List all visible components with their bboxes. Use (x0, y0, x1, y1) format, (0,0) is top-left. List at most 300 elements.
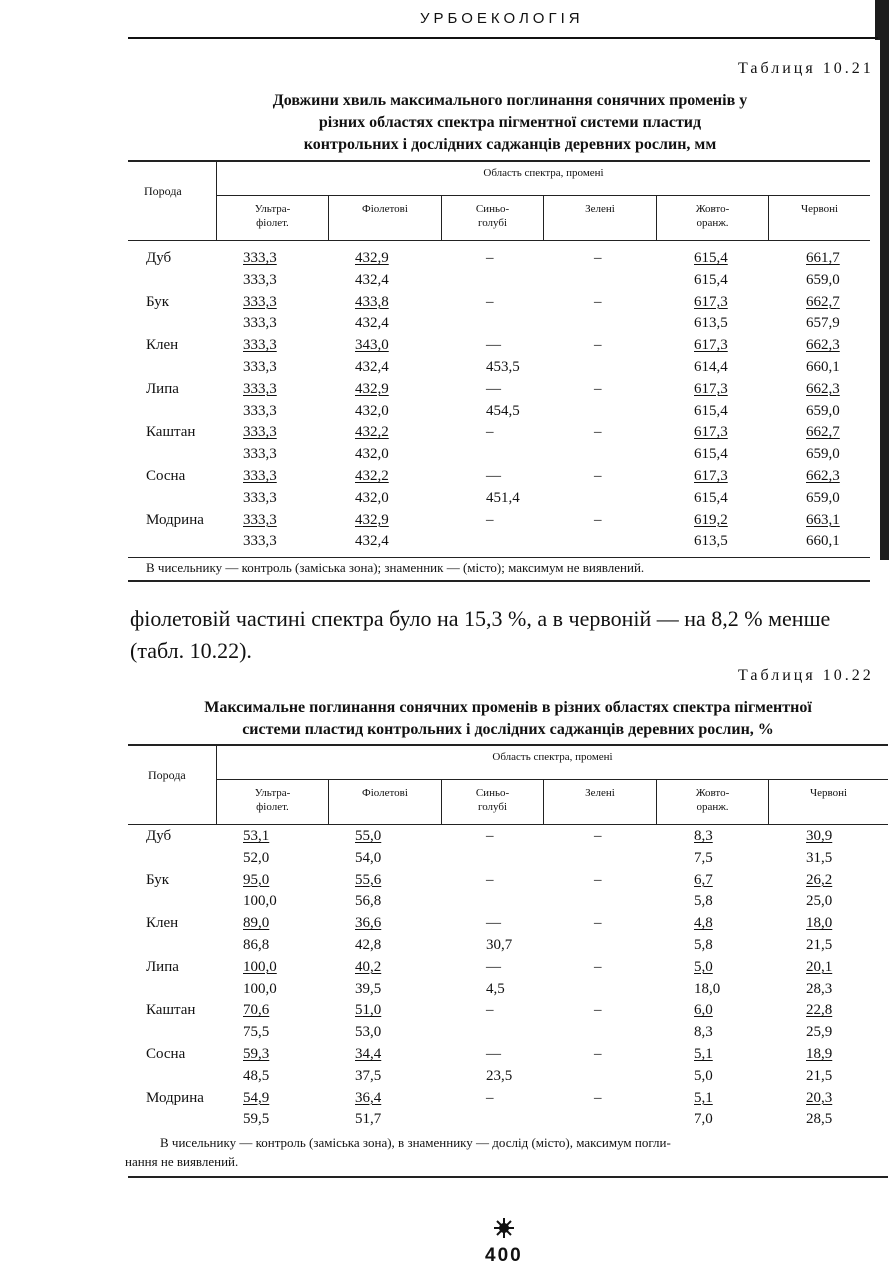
table-cell (243, 828, 355, 850)
denominator-value: 100,0 (243, 893, 277, 910)
table-cell (576, 828, 694, 850)
denominator-value: 59,5 (243, 1111, 270, 1128)
column-header (441, 780, 543, 824)
numerator-value: 432,9 (355, 511, 389, 528)
table-cell (694, 915, 806, 937)
table-cell (694, 359, 806, 381)
denominator-value: 613,5 (694, 315, 728, 332)
table-row (146, 1068, 886, 1090)
table-cell (243, 1024, 355, 1046)
table-row (146, 937, 886, 959)
denominator-value: 86,8 (243, 936, 270, 953)
numerator-value: 662,3 (806, 380, 840, 397)
numerator-value: 662,7 (806, 424, 840, 441)
numerator-value: – (594, 250, 602, 266)
denominator-value: 5,8 (694, 936, 713, 953)
table1-title (160, 90, 860, 156)
numerator-value: – (594, 1002, 602, 1019)
table2-footnote-line: нання не виявлений. (125, 1154, 239, 1169)
table-cell (468, 1111, 576, 1133)
table-cell (243, 272, 355, 294)
table-cell (243, 381, 355, 403)
numerator-value: 95,0 (243, 871, 270, 888)
table-row (146, 533, 886, 555)
denominator-value: 432,0 (355, 489, 389, 506)
numerator-value: 617,3 (694, 380, 728, 397)
table-cell (576, 315, 694, 337)
table-cell (468, 1046, 576, 1068)
numerator-value: 333,3 (243, 337, 277, 354)
table-cell (355, 893, 468, 915)
numerator-value: – (594, 380, 602, 397)
table-row (146, 250, 886, 272)
numerator-value: — (486, 1045, 501, 1062)
table1-end-rule (128, 580, 870, 582)
table1-header (128, 160, 870, 241)
table-row (146, 1002, 886, 1024)
table-cell (355, 294, 468, 316)
numerator-value: 662,3 (806, 467, 840, 484)
denominator-value: 613,5 (694, 533, 728, 550)
numerator-value: 6,7 (694, 871, 713, 888)
species-name (146, 1068, 243, 1090)
denominator-value: 454,5 (486, 402, 520, 419)
table-cell (243, 959, 355, 981)
table-cell (355, 446, 468, 468)
table-cell (468, 381, 576, 403)
table-cell (806, 1068, 886, 1090)
table-cell (355, 533, 468, 555)
table-cell (806, 424, 886, 446)
numerator-value: 432,2 (355, 467, 389, 484)
table-cell (243, 1046, 355, 1068)
table-cell (576, 272, 694, 294)
numerator-value: 6,0 (694, 1002, 713, 1019)
table-cell (243, 468, 355, 490)
table-cell (694, 1090, 806, 1112)
column-header-line: Червоні (800, 203, 839, 215)
table2-title-line: системи пластид контрольних і дослідних саджанців деревних рослин, % (242, 721, 774, 738)
numerator-value: — (486, 337, 501, 354)
denominator-value: 18,0 (694, 980, 721, 997)
numerator-value: — (486, 958, 501, 975)
numerator-value: – (594, 337, 602, 354)
table-cell (243, 446, 355, 468)
table-cell (694, 403, 806, 425)
table-cell (576, 294, 694, 316)
table-cell (468, 1068, 576, 1090)
table-row (146, 468, 886, 490)
denominator-value: 5,8 (694, 893, 713, 910)
denominator-value: 75,5 (243, 1024, 270, 1041)
numerator-value: 51,0 (355, 1002, 382, 1019)
species-name (146, 359, 243, 381)
table-cell (806, 1024, 886, 1046)
table-cell (468, 250, 576, 272)
table-cell (243, 250, 355, 272)
table-cell (576, 403, 694, 425)
table-cell (694, 272, 806, 294)
table-row (146, 294, 886, 316)
table-cell (576, 1111, 694, 1133)
table-cell (694, 872, 806, 894)
column-header (216, 196, 328, 240)
table-cell (806, 1111, 886, 1133)
table-cell (355, 1024, 468, 1046)
table-cell (468, 893, 576, 915)
table-cell (468, 424, 576, 446)
page-edge-shadow-top (875, 0, 889, 40)
denominator-value: 100,0 (243, 980, 277, 997)
numerator-value: 20,3 (806, 1089, 833, 1106)
denominator-value: 432,4 (355, 533, 389, 550)
numerator-value: 18,9 (806, 1045, 833, 1062)
species-name (146, 403, 243, 425)
numerator-value: 30,9 (806, 828, 833, 844)
numerator-value: 26,2 (806, 871, 833, 888)
table-cell (694, 381, 806, 403)
table-cell (576, 490, 694, 512)
table-cell (468, 981, 576, 1003)
table-row (146, 850, 886, 872)
denominator-value: 5,0 (694, 1067, 713, 1084)
column-header-line: фіолет. (256, 801, 289, 813)
table-row (146, 981, 886, 1003)
table2-footnote-line: В чисельнику — контроль (заміська зона), в знаменнику — дослід (місто), максимум погли- (160, 1135, 671, 1150)
table-row (146, 512, 886, 534)
species-name (146, 937, 243, 959)
denominator-value: 657,9 (806, 315, 840, 332)
species-name (146, 1024, 243, 1046)
numerator-value: 100,0 (243, 958, 277, 975)
table-cell (355, 512, 468, 534)
table-cell (468, 272, 576, 294)
table-cell (694, 294, 806, 316)
table-cell (806, 937, 886, 959)
species-name: Сосна (146, 467, 186, 484)
header-rule (128, 37, 878, 39)
denominator-value: 659,0 (806, 402, 840, 419)
denominator-value: 56,8 (355, 893, 382, 910)
numerator-value: 36,6 (355, 915, 382, 932)
denominator-value: 333,3 (243, 533, 277, 550)
table-cell (694, 1046, 806, 1068)
table-cell (694, 512, 806, 534)
denominator-value: 53,0 (355, 1024, 382, 1041)
table-cell (694, 337, 806, 359)
denominator-value: 333,3 (243, 402, 277, 419)
numerator-value: – (594, 1089, 602, 1106)
denominator-value: 48,5 (243, 1067, 270, 1084)
table-row (146, 1024, 886, 1046)
table1-area-header: Область спектра, промені (216, 162, 870, 196)
column-header-line: Синьо- (475, 787, 510, 799)
numerator-value: – (594, 958, 602, 975)
table-cell (576, 937, 694, 959)
denominator-value: 31,5 (806, 849, 833, 866)
table2-end-rule (128, 1176, 888, 1178)
table-cell (355, 1002, 468, 1024)
table-cell (576, 446, 694, 468)
table-cell (806, 512, 886, 534)
table-cell (468, 915, 576, 937)
table-cell (243, 424, 355, 446)
table1-footnote: В чисельнику — контроль (заміська зона); знаменник — (місто); максимум не виявлений. (146, 560, 645, 575)
numerator-value: 8,3 (694, 828, 713, 844)
table-cell (806, 294, 886, 316)
numerator-value: 5,1 (694, 1089, 713, 1106)
running-head: УРБОЕКОЛОГІЯ (420, 10, 584, 27)
numerator-value: 70,6 (243, 1002, 270, 1019)
table2-title (128, 697, 888, 741)
table-cell (576, 1002, 694, 1024)
table-cell (243, 1002, 355, 1024)
body-line: (табл. 10.22). (130, 638, 252, 663)
column-header (543, 196, 656, 240)
column-header (328, 780, 441, 824)
species-name (146, 490, 243, 512)
table-cell (468, 512, 576, 534)
numerator-value: – (486, 1089, 494, 1106)
numerator-value: 432,2 (355, 424, 389, 441)
table-row (146, 272, 886, 294)
table-cell (694, 959, 806, 981)
species-name (146, 533, 243, 555)
table-cell (468, 337, 576, 359)
numerator-value: 432,9 (355, 250, 389, 266)
species-name: Дуб (146, 250, 172, 266)
numerator-value: 662,3 (806, 337, 840, 354)
table-cell (576, 512, 694, 534)
species-name (146, 446, 243, 468)
species-name (146, 981, 243, 1003)
table-cell (468, 850, 576, 872)
numerator-value: 40,2 (355, 958, 382, 975)
table-row (146, 1090, 886, 1112)
denominator-value: 25,0 (806, 893, 833, 910)
table-row (146, 337, 886, 359)
table-cell (576, 893, 694, 915)
denominator-value: 42,8 (355, 936, 382, 953)
table-cell (694, 937, 806, 959)
table-row (146, 446, 886, 468)
numerator-value: 343,0 (355, 337, 389, 354)
numerator-value: 333,3 (243, 511, 277, 528)
table-cell (243, 1068, 355, 1090)
table-row (146, 381, 886, 403)
table-cell (576, 915, 694, 937)
numerator-value: 18,0 (806, 915, 833, 932)
table-cell (576, 850, 694, 872)
numerator-value: 5,1 (694, 1045, 713, 1062)
table-cell (576, 381, 694, 403)
table-cell (468, 359, 576, 381)
table-row (146, 959, 886, 981)
species-name: Сосна (146, 1045, 186, 1062)
column-header (441, 196, 543, 240)
page-number: 400 (485, 1245, 523, 1266)
species-name: Модрина (146, 511, 204, 528)
table-cell (468, 315, 576, 337)
table-cell (694, 446, 806, 468)
numerator-value: 662,7 (806, 293, 840, 310)
denominator-value: 30,7 (486, 936, 513, 953)
numerator-value: – (486, 871, 494, 888)
column-header (328, 196, 441, 240)
table-cell (806, 403, 886, 425)
table-cell (355, 1111, 468, 1133)
table-cell (243, 490, 355, 512)
table-cell (806, 850, 886, 872)
table-cell (694, 1068, 806, 1090)
column-header-line: Фіолетові (362, 787, 408, 799)
denominator-value: 614,4 (694, 358, 728, 375)
table-cell (468, 937, 576, 959)
numerator-value: – (594, 511, 602, 528)
table1-title-line: контрольних і дослідних саджанців деревних рослин, мм (303, 136, 717, 153)
species-name: Бук (146, 871, 170, 888)
denominator-value: 333,3 (243, 446, 277, 463)
table-cell (243, 337, 355, 359)
numerator-value: – (486, 250, 494, 266)
table2-poroda-header: Порода (148, 768, 186, 782)
table-cell (355, 1068, 468, 1090)
table2-label: Таблиця 10.22 (738, 667, 874, 684)
table-cell (576, 1024, 694, 1046)
numerator-value: 615,4 (694, 250, 728, 266)
numerator-value: 433,8 (355, 293, 389, 310)
table-cell (806, 915, 886, 937)
table-cell (468, 468, 576, 490)
table-cell (468, 1002, 576, 1024)
denominator-value: 432,4 (355, 271, 389, 288)
column-header-line: фіолет. (256, 217, 289, 229)
table1-label: Таблиця 10.21 (738, 60, 874, 77)
table2-title-line: Максимальне поглинання сонячних променів в різних областях спектра пігментної (204, 699, 812, 716)
numerator-value: 22,8 (806, 1002, 833, 1019)
numerator-value: — (486, 915, 501, 932)
table-cell (694, 424, 806, 446)
column-header (656, 780, 768, 824)
table-cell (243, 915, 355, 937)
table-cell (806, 381, 886, 403)
denominator-value: 659,0 (806, 271, 840, 288)
table-cell (243, 850, 355, 872)
table-cell (355, 1046, 468, 1068)
numerator-value: 663,1 (806, 511, 840, 528)
table-cell (355, 337, 468, 359)
table-cell (576, 1068, 694, 1090)
table-cell (576, 424, 694, 446)
table-cell (806, 893, 886, 915)
denominator-value: 432,4 (355, 315, 389, 332)
table-cell (576, 1090, 694, 1112)
denominator-value: 21,5 (806, 1067, 833, 1084)
numerator-value: 20,1 (806, 958, 833, 975)
numerator-value: – (594, 467, 602, 484)
denominator-value: 659,0 (806, 489, 840, 506)
table1-title-line: різних областях спектра пігментної системи пластид (318, 114, 702, 131)
table-cell (468, 959, 576, 981)
numerator-value: 333,3 (243, 424, 277, 441)
table-cell (355, 490, 468, 512)
table-cell (243, 315, 355, 337)
table-cell (694, 1002, 806, 1024)
denominator-value: 8,3 (694, 1024, 713, 1041)
numerator-value: 59,3 (243, 1045, 270, 1062)
species-name (146, 850, 243, 872)
table-row (146, 424, 886, 446)
column-header (216, 780, 328, 824)
denominator-value: 28,3 (806, 980, 833, 997)
table-cell (468, 828, 576, 850)
table2-body (146, 828, 886, 1133)
table-cell (355, 872, 468, 894)
table-cell (694, 1111, 806, 1133)
table1-body (146, 250, 886, 555)
table-cell (468, 490, 576, 512)
table2-area-header: Область спектра, промені (216, 746, 888, 780)
table-cell (355, 850, 468, 872)
table-cell (694, 981, 806, 1003)
column-header (768, 780, 888, 824)
table-cell (694, 893, 806, 915)
denominator-value: 333,3 (243, 271, 277, 288)
table-cell (355, 959, 468, 981)
column-header-line: Жовто- (695, 787, 730, 799)
numerator-value: – (594, 915, 602, 932)
table-cell (806, 337, 886, 359)
denominator-value: 615,4 (694, 402, 728, 419)
numerator-value: 55,6 (355, 871, 382, 888)
table-cell (694, 1024, 806, 1046)
table-cell (243, 981, 355, 1003)
table1-title-line: Довжини хвиль максимального поглинання сонячних променів у (272, 92, 748, 109)
table-cell (355, 424, 468, 446)
species-name: Липа (146, 380, 179, 397)
table-cell (806, 468, 886, 490)
table-cell (468, 1090, 576, 1112)
species-name (146, 272, 243, 294)
denominator-value: 615,4 (694, 489, 728, 506)
column-header-line: Зелені (585, 203, 615, 215)
denominator-value: 660,1 (806, 533, 840, 550)
column-header-line: оранж. (696, 217, 729, 229)
table-cell (694, 250, 806, 272)
table-cell (355, 250, 468, 272)
species-name: Каштан (146, 424, 196, 441)
numerator-value: 4,8 (694, 915, 713, 932)
table-cell (355, 359, 468, 381)
table-row (146, 403, 886, 425)
table-cell (576, 533, 694, 555)
table-cell (694, 850, 806, 872)
table1-bottom-rule (128, 557, 870, 558)
denominator-value: 333,3 (243, 315, 277, 332)
table-cell (468, 446, 576, 468)
denominator-value: 25,9 (806, 1024, 833, 1041)
numerator-value: – (486, 511, 494, 528)
species-name: Модрина (146, 1089, 204, 1106)
numerator-value: 617,3 (694, 293, 728, 310)
numerator-value: 34,4 (355, 1045, 382, 1062)
species-name: Бук (146, 293, 170, 310)
numerator-value: 617,3 (694, 337, 728, 354)
numerator-value: 617,3 (694, 467, 728, 484)
table-cell (355, 468, 468, 490)
column-header-line: голубі (477, 801, 508, 813)
table-cell (355, 272, 468, 294)
